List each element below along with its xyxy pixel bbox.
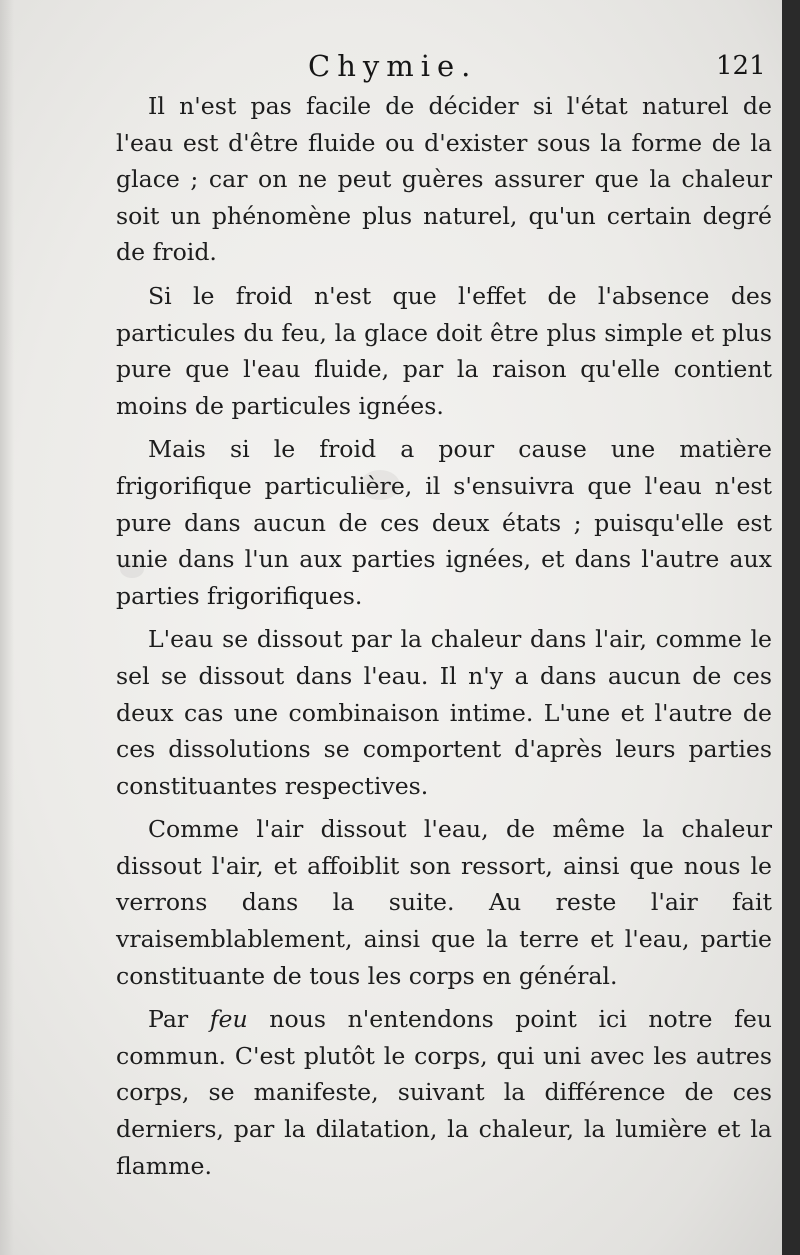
paragraph: L'eau se dissout par la chaleur dans l'air, comme le sel se dissout dans l'eau. Il n'y a dans aucun de ces deux cas une combinaison intime. L'une et l'autre de ces dissolutions se comportent d'après leurs parties constituantes respectives. [116, 625, 772, 800]
page-number: 121 [716, 51, 766, 81]
paragraph: Si le froid n'est que l'effet de l'absence des particules du feu, la glace doit être plus simple et plus pure que l'eau fluide, par la raison qu'elle contient moins de particules ignées. [116, 281, 772, 420]
paragraph [116, 1001, 772, 1184]
page-gutter-shadow [0, 0, 14, 1255]
page-header [0, 46, 782, 86]
paragraph: Mais si le froid a pour cause une matière frigorifique particulière, il s'ensuivra que l'eau n'est pure dans aucun de ces deux états ; puisqu'elle est unie dans l'un aux parties ignées, et dans l'autre aux parties frigorifiques. [116, 435, 772, 610]
paragraph: Comme l'air dissout l'eau, de même la chaleur dissout l'air, et affoiblit son ressort, ainsi que nous le verrons dans la suite. Au reste l'air fait vraisemblablement, ainsi que la terre et l'eau, partie constituante de tous les corps en général. [116, 815, 772, 990]
emphasized-word: feu [209, 1005, 248, 1034]
paragraph-text-start: Par [148, 1005, 210, 1034]
running-head: Chymie. [308, 49, 478, 83]
paragraph: Il n'est pas facile de décider si l'état naturel de l'eau est d'être fluide ou d'exister sous la forme de la glace ; car on ne peut guères assurer que la chaleur soit un phénomène plus naturel, qu'un certain degré de froid. [116, 92, 772, 267]
page-body [116, 88, 772, 1191]
paragraph-text-end: nous n'entendons point ici notre feu commun. C'est plutôt le corps, qui uni avec les autres corps, se manifeste, suivant la différence de ces derniers, par la dilatation, la chaleur, la lumière et la flamme. [116, 1005, 772, 1180]
